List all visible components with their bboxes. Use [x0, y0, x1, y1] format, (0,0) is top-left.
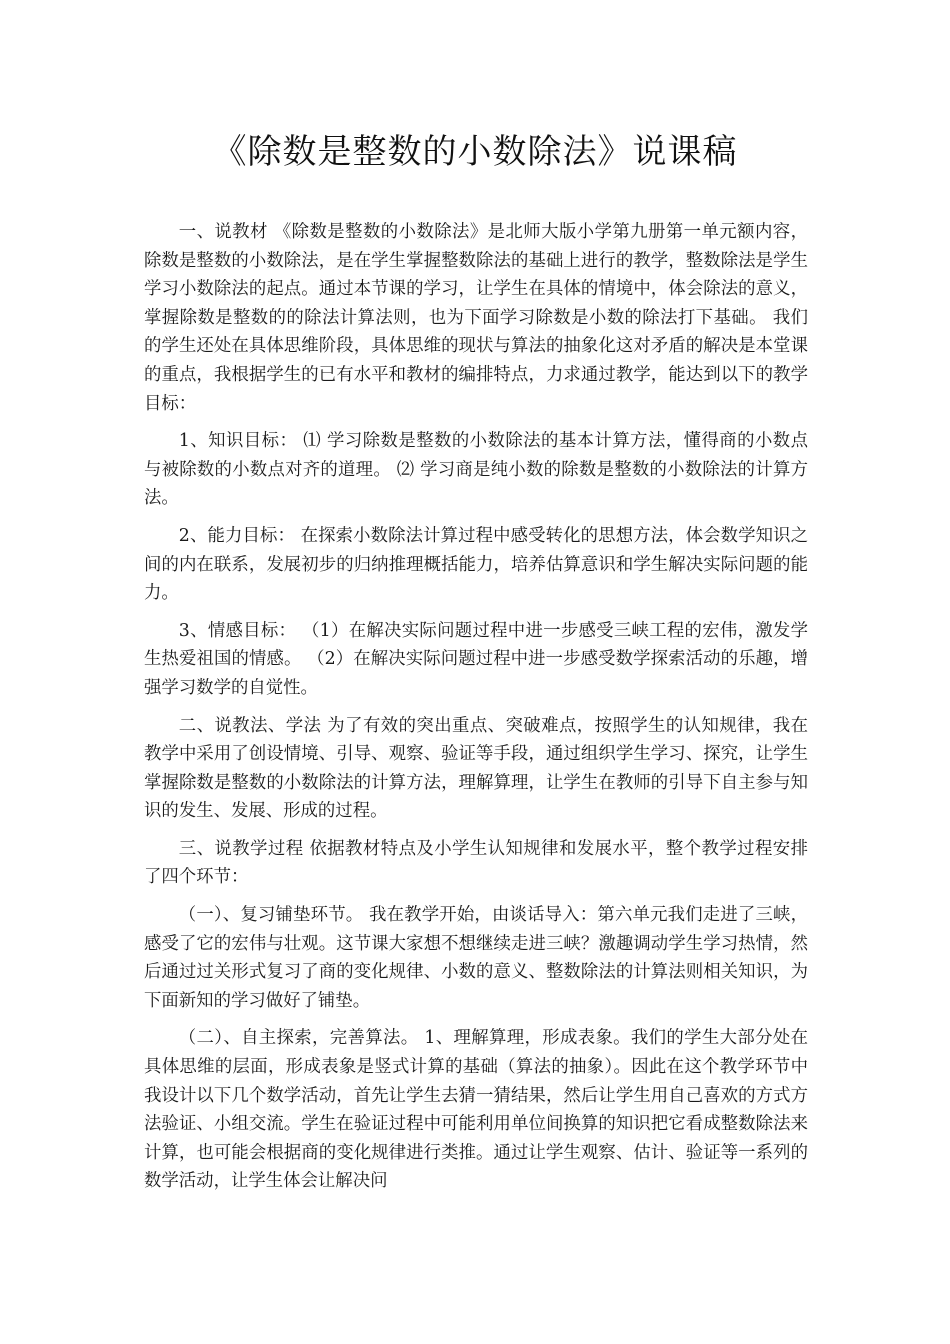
document-title: 《除数是整数的小数除法》说课稿	[212, 132, 738, 172]
paragraph-teaching-process: 三、说教学过程 依据教材特点及小学生认知规律和发展水平，整个教学过程安排了四个环节：	[144, 838, 808, 888]
paragraph-teaching-method: 二、说教法、学法 为了有效的突出重点、突破难点，按照学生的认知规律，我在教学中采用了创设情境、引导、观察、验证等手段，通过组织学生学习、探究，让学生掌握除数是整数的小数除法的计算方法，理解算理，让学生在教师的引导下自主参与知识的发生、发展、形成的过程。	[144, 715, 808, 822]
document-body	[144, 218, 808, 1205]
paragraph-knowledge-goal: 1、知识目标： ⑴ 学习除数是整数的小数除法的基本计算方法，懂得商的小数点与被除数的小数点对齐的道理。 ⑵ 学习商是纯小数的除数是整数的小数除法的计算方法。	[144, 431, 808, 509]
paragraph-emotion-goal: 3、情感目标： （1）在解决实际问题过程中进一步感受三峡工程的宏伟，激发学生热爱祖国的情感。 （2）在解决实际问题过程中进一步感受数学探索活动的乐趣，增强学习数学的自觉性。	[144, 620, 808, 698]
paragraph-review-stage: （一）、复习铺垫环节。 我在教学开始，由谈话导入：第六单元我们走进了三峡，感受了它的宏伟与壮观。这节课大家想不想继续走进三峡？激趣调动学生学习热情，然后通过过关形式复习了商的变化规律、小数的意义、整数除法的计算法则相关知识，为下面新知的学习做好了铺垫。	[144, 905, 808, 1011]
paragraph-ability-goal: 2、能力目标： 在探索小数除法计算过程中感受转化的思想方法，体会数学知识之间的内在联系，发展初步的归纳推理概括能力，培养估算意识和学生解决实际问题的能力。	[144, 525, 808, 604]
paragraph-explore-stage: （二）、自主探索，完善算法。 1、理解算理，形成表象。我们的学生大部分处在具体思维的层面，形成表象是竖式计算的基础（算法的抽象）。因此在这个教学环节中我设计以下几个数学活动，首先让学生去猜一猜结果，然后让学生用自己喜欢的方式方法验证、小组交流。学生在验证过程中可能利用单位间换算的知识把它看成整数除法来计算，也可能会根据商的变化规律进行类推。通过让学生观察、估计、验证等一系列的数学活动，让学生体会让解决问	[144, 1028, 808, 1192]
paragraph-teaching-material: 一、说教材 《除数是整数的小数除法》是北师大版小学第九册第一单元额内容，除数是整数的小数除法，是在学生掌握整数除法的基础上进行的教学，整数除法是学生学习小数除法的起点。通过本节课的学习，让学生在具体的情境中，体会除法的意义，掌握除数是整数的的除法计算法则，也为下面学习除数是小数的除法打下基础。 我们的学生还处在具体思维阶段，具体思维的现状与算法的抽象化这对矛盾的解决是本堂课的重点，我根据学生的已有水平和教材的编排特点，力求通过教学，能达到以下的教学目标：	[144, 222, 808, 414]
